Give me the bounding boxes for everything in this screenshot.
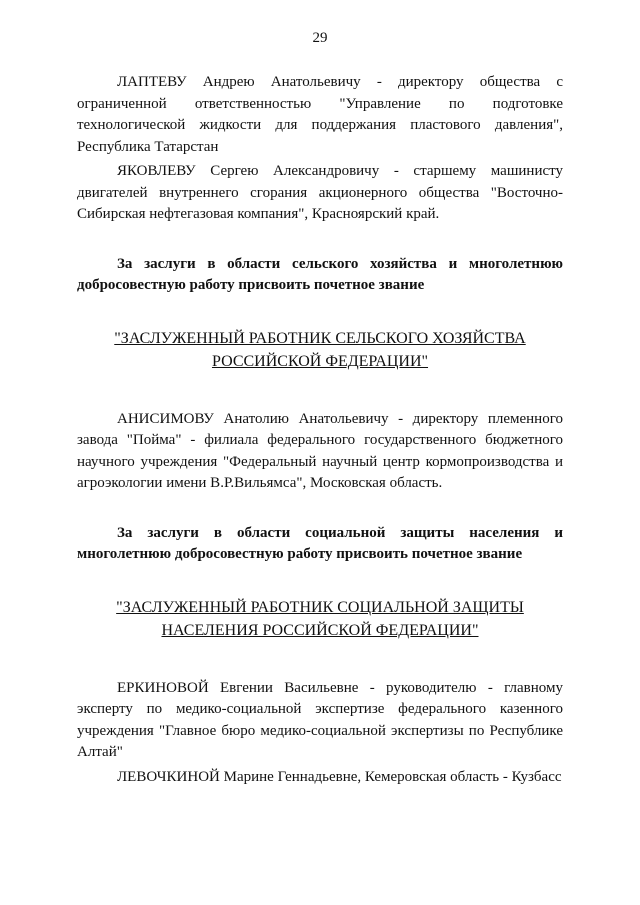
title-social-protection-line2: НАСЕЛЕНИЯ РОССИЙСКОЙ ФЕДЕРАЦИИ" [161,621,479,639]
paragraph-erkinova: ЕРКИНОВОЙ Евгении Васильевне - руководителю - главному эксперту по медико-социальной экспертизе федерального казенного учреждения "Главное бюро медико-социальной экспертизы по Республике Алтай" [77,679,563,760]
paragraph-laptev: ЛАПТЕВУ Андрею Анатольевичу - директору общества с ограниченной ответственностью "Управление по подготовке технологической жидкости для поддержания пластового давления", Республика Татарстан [77,74,563,155]
page-number: 29 [312,30,328,46]
paragraph-levochkina: ЛЕВОЧКИНОЙ Марине Геннадьевне, Кемеровская область - Кузбасс [117,768,562,785]
title-agriculture-line2: РОССИЙСКОЙ ФЕДЕРАЦИИ" [211,352,429,370]
paragraph-yakovlev: ЯКОВЛЕВУ Сергею Александровичу - старшему машинисту двигателей внутреннего сгорания акционерного общества "Восточно-Сибирская нефтегазовая компания", Красноярский край. [77,163,563,222]
title-agriculture [77,327,563,373]
title-social-protection-line1: "ЗАСЛУЖЕННЫЙ РАБОТНИК СОЦИАЛЬНОЙ ЗАЩИТЫ [116,598,524,616]
document-body [77,72,563,788]
heading-social-protection: За заслуги в области социальной защиты населения и многолетнюю добросовестную работу присвоить почетное звание [77,524,563,562]
paragraph-anisimov: АНИСИМОВУ Анатолию Анатольевичу - директору племенного завода "Пойма" - филиала федерального государственного бюджетного научного учреждения "Федеральный научный центр кормопроизводства и агроэкологии имени В.Р.Вильямса", Московская область. [77,410,563,491]
title-social-protection [77,596,563,642]
title-agriculture-line1: "ЗАСЛУЖЕННЫЙ РАБОТНИК СЕЛЬСКОГО ХОЗЯЙСТВА [114,329,526,347]
heading-agriculture: За заслуги в области сельского хозяйства и многолетнюю добросовестную работу присвоить почетное звание [77,255,563,293]
